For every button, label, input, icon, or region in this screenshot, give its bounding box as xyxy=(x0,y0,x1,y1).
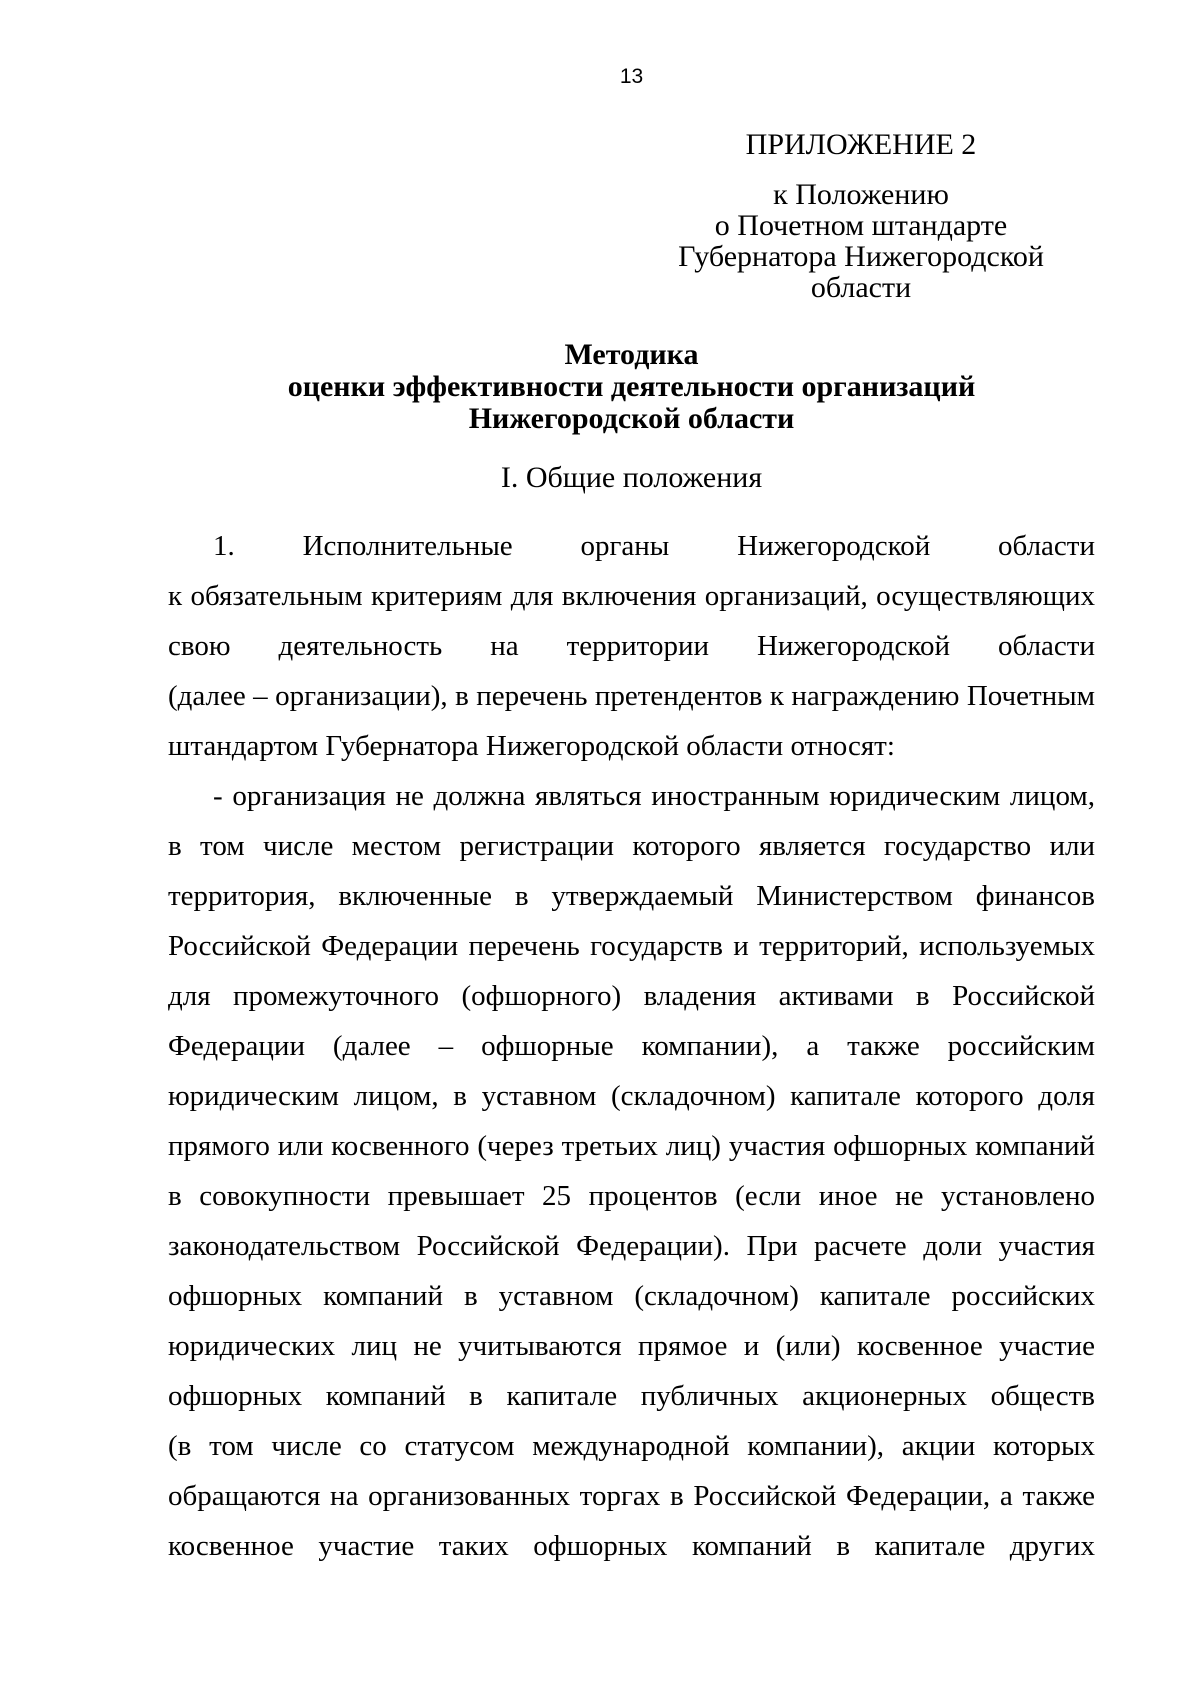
text-line: к обязательным критериям для включения организаций, осуществляющих xyxy=(168,580,1095,612)
text-line: оценки эффективности деятельности организаций xyxy=(287,370,976,403)
appendix-block xyxy=(627,128,1095,303)
text-line: Российской Федерации перечень государств и территорий, используемых xyxy=(168,930,1095,962)
text-line: юридических лиц не учитываются прямое и (или) косвенное участие xyxy=(168,1330,1095,1362)
page-number: 13 xyxy=(619,65,644,88)
text-line: (в том числе со статусом международной компании), акции которых xyxy=(168,1430,1095,1462)
body-text xyxy=(168,521,1095,1571)
section-heading: I. Общие положения xyxy=(500,461,763,494)
page-content xyxy=(168,64,1095,1571)
appendix-subtitle xyxy=(627,179,1095,303)
text-line: Нижегородской области xyxy=(468,402,795,435)
text-line: офшорных компаний в уставном (складочном) капитале российских xyxy=(168,1280,1095,1312)
text-line: - организация не должна являться иностранным юридическим лицом, xyxy=(213,780,1095,812)
text-line: косвенное участие таких офшорных компаний в капитале других xyxy=(168,1530,1095,1562)
text-line: территория, включенные в утверждаемый Министерством финансов xyxy=(168,880,1095,912)
text-line: штандартом Губернатора Нижегородской области относят: xyxy=(168,730,895,762)
text-line: свою деятельность на территории Нижегородской области xyxy=(168,630,1095,662)
text-line: юридическим лицом, в уставном (складочном) капитале которого доля xyxy=(168,1080,1095,1112)
paragraph xyxy=(168,771,1095,1571)
text-line: о Почетном штандарте xyxy=(714,209,1008,242)
text-line: Методика xyxy=(564,338,699,371)
text-line: Федерации (далее – офшорные компании), а также российским xyxy=(168,1030,1095,1062)
text-line: Губернатора Нижегородской области xyxy=(678,240,1044,304)
text-line: офшорных компаний в капитале публичных акционерных обществ xyxy=(168,1380,1095,1412)
text-line: в совокупности превышает 25 процентов (если иное не установлено xyxy=(168,1180,1095,1212)
text-line: в том числе местом регистрации которого является государство или xyxy=(168,830,1095,862)
text-line: обращаются на организованных торгах в Российской Федерации, а также xyxy=(168,1480,1095,1512)
text-line: прямого или косвенного (через третьих лиц) участия офшорных компаний xyxy=(168,1130,1095,1162)
text-line: 1. Исполнительные органы Нижегородской области xyxy=(213,530,1095,562)
text-line: (далее – организации), в перечень претендентов к награждению Почетным xyxy=(168,680,1095,712)
paragraph xyxy=(168,521,1095,771)
text-line: для промежуточного (офшорного) владения активами в Российской xyxy=(168,980,1095,1012)
appendix-title: ПРИЛОЖЕНИЕ 2 xyxy=(745,128,977,161)
text-line: законодательством Российской Федерации). При расчете доли участия xyxy=(168,1230,1095,1262)
text-line: к Положению xyxy=(773,178,949,211)
document-title xyxy=(168,339,1095,435)
